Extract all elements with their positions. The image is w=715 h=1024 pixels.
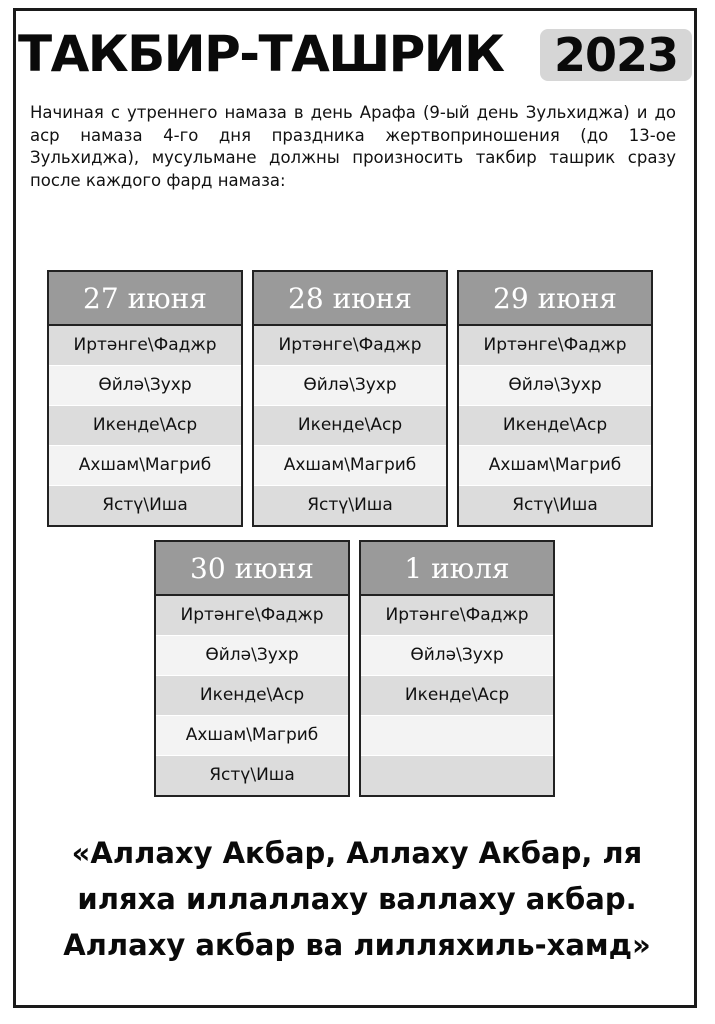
day-date: 30 июня	[156, 542, 348, 596]
prayer-zuhr: Өйлә\Зухр	[361, 636, 553, 676]
prayer-fajr: Иртәнге\Фаджр	[156, 596, 348, 636]
takbir-line-2: иляха иллаллаху валлаху акбар.	[77, 882, 637, 916]
day-card-1-july	[359, 540, 555, 797]
prayer-asr: Икенде\Аср	[459, 406, 651, 446]
prayer-isha: Ястү\Иша	[156, 756, 348, 795]
prayer-maghrib: Ахшам\Магриб	[254, 446, 446, 486]
title-row	[18, 22, 678, 86]
prayer-asr: Икенде\Аср	[156, 676, 348, 716]
day-card-28-june	[252, 270, 448, 527]
prayer-maghrib: Ахшам\Магриб	[49, 446, 241, 486]
prayer-isha: Ястү\Иша	[254, 486, 446, 525]
takbir-line-3: Аллаху акбар ва лилляхиль-хамд»	[63, 928, 651, 962]
intro-paragraph: Начиная с утреннего намаза в день Арафа (9-ый день Зульхиджа) и до аср намаза 4-го дня праздника жертвоприношения (до 13-ое Зульхиджа), мусульмане должны произносить такбир ташрик сразу после каждого фард намаза:	[30, 103, 676, 190]
prayer-maghrib: Ахшам\Магриб	[156, 716, 348, 756]
prayer-empty-row	[361, 756, 553, 795]
prayer-fajr: Иртәнге\Фаджр	[459, 326, 651, 366]
prayer-fajr: Иртәнге\Фаджр	[49, 326, 241, 366]
day-date: 27 июня	[49, 272, 241, 326]
prayer-asr: Икенде\Аср	[49, 406, 241, 446]
prayer-zuhr: Өйлә\Зухр	[156, 636, 348, 676]
day-date: 29 июня	[459, 272, 651, 326]
poster-title: ТАКБИР-ТАШРИК	[18, 25, 504, 83]
prayer-isha: Ястү\Иша	[49, 486, 241, 525]
year-badge: 2023	[540, 29, 692, 81]
prayer-zuhr: Өйлә\Зухр	[49, 366, 241, 406]
day-date: 1 июля	[361, 542, 553, 596]
prayer-fajr: Иртәнге\Фаджр	[361, 596, 553, 636]
takbir-text	[30, 830, 684, 968]
day-date: 28 июня	[254, 272, 446, 326]
prayer-zuhr: Өйлә\Зухр	[254, 366, 446, 406]
takbir-line-1: «Аллаху Акбар, Аллаху Акбар, ля	[71, 836, 643, 870]
prayer-empty-row	[361, 716, 553, 756]
day-card-29-june	[457, 270, 653, 527]
prayer-fajr: Иртәнге\Фаджр	[254, 326, 446, 366]
prayer-zuhr: Өйлә\Зухр	[459, 366, 651, 406]
day-card-27-june	[47, 270, 243, 527]
prayer-asr: Икенде\Аср	[361, 676, 553, 716]
prayer-asr: Икенде\Аср	[254, 406, 446, 446]
day-card-30-june	[154, 540, 350, 797]
prayer-isha: Ястү\Иша	[459, 486, 651, 525]
prayer-maghrib: Ахшам\Магриб	[459, 446, 651, 486]
